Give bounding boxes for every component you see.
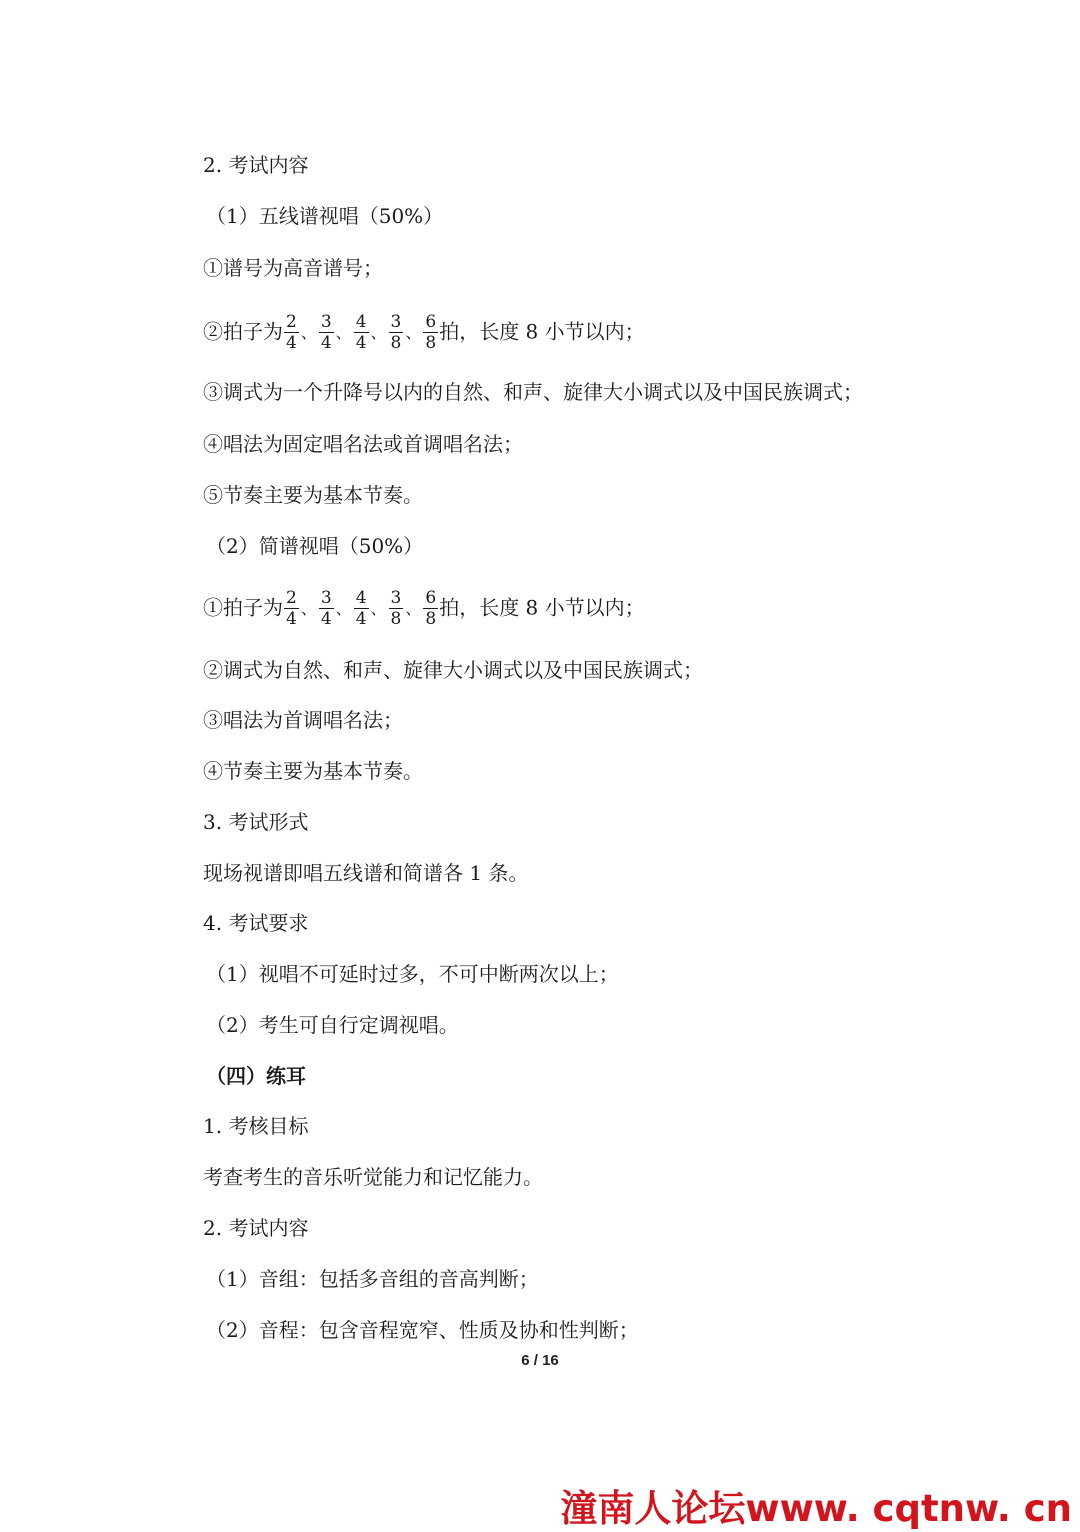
requirement-item-2: （2）考生可自行定调视唱。 [206,1013,459,1037]
chapter-heading-ear-training: （四）练耳 [206,1064,306,1088]
rhythm-item-numbered: ④节奏主要为基本节奏。 [203,759,423,783]
exam-format-text: 现场视谱即唱五线谱和简谱各 1 条。 [203,861,529,885]
separator: 、 [335,599,352,618]
meter-suffix: 拍，长度 8 小节以内； [439,319,645,344]
meter-item-staff [203,314,645,352]
mode-item-staff: ③调式为一个升降号以内的自然、和声、旋律大小调式以及中国民族调式； [203,380,863,404]
time-signature-6-8: $\frac{6}{8}$ [425,312,437,353]
separator: 、 [370,599,387,618]
section-heading-exam-format: 3. 考试形式 [203,810,309,834]
separator: 、 [370,323,387,342]
solfege-item-staff: ④唱法为固定唱名法或首调唱名法； [203,432,523,456]
assessment-goal-text: 考查考生的音乐听觉能力和记忆能力。 [203,1165,543,1189]
section-heading-exam-requirements: 4. 考试要求 [203,911,309,935]
time-signature-3-8: $\frac{3}{8}$ [390,588,402,629]
separator: 、 [335,323,352,342]
time-signature-3-8: $\frac{3}{8}$ [390,312,402,353]
section-heading-assessment-goal: 1. 考核目标 [203,1114,309,1138]
time-signature-2-4: $\frac{2}{4}$ [286,312,297,353]
meter-prefix: ②拍子为 [203,319,283,344]
solfege-item-numbered: ③唱法为首调唱名法； [203,708,403,732]
separator: 、 [300,323,317,342]
section-heading-exam-content: 2. 考试内容 [203,153,309,177]
time-signature-3-4: $\frac{3}{4}$ [320,588,332,629]
meter-item-numbered [203,590,645,628]
site-watermark: 潼南人论坛www. cqtnw. cn [560,1487,1072,1530]
separator: 、 [300,599,317,618]
time-signature-4-4: $\frac{4}{4}$ [355,588,367,629]
section-heading-exam-content-2: 2. 考试内容 [203,1216,309,1240]
page-number: 6 / 16 [521,1352,559,1369]
separator: 、 [405,323,422,342]
time-signature-3-4: $\frac{3}{4}$ [320,312,332,353]
clef-item: ①谱号为高音谱号； [203,256,383,280]
meter-prefix: ①拍子为 [203,595,283,620]
ear-training-item-2: （2）音程：包含音程宽窄、性质及协和性判断； [206,1318,639,1342]
time-signature-group [283,590,439,628]
mode-item-numbered: ②调式为自然、和声、旋律大小调式以及中国民族调式； [203,658,703,682]
requirement-item-1: （1）视唱不可延时过多，不可中断两次以上； [206,962,619,986]
rhythm-item-staff: ⑤节奏主要为基本节奏。 [203,483,423,507]
ear-training-item-1: （1）音组：包括多音组的音高判断； [206,1267,539,1291]
subheading-staff-sight-singing: （1）五线谱视唱（50%） [206,204,444,228]
time-signature-6-8: $\frac{6}{8}$ [425,588,437,629]
separator: 、 [405,599,422,618]
subheading-numbered-sight-singing: （2）简谱视唱（50%） [206,534,424,558]
time-signature-4-4: $\frac{4}{4}$ [355,312,367,353]
time-signature-2-4: $\frac{2}{4}$ [286,588,297,629]
meter-suffix: 拍，长度 8 小节以内； [439,595,645,620]
time-signature-group [283,314,439,352]
